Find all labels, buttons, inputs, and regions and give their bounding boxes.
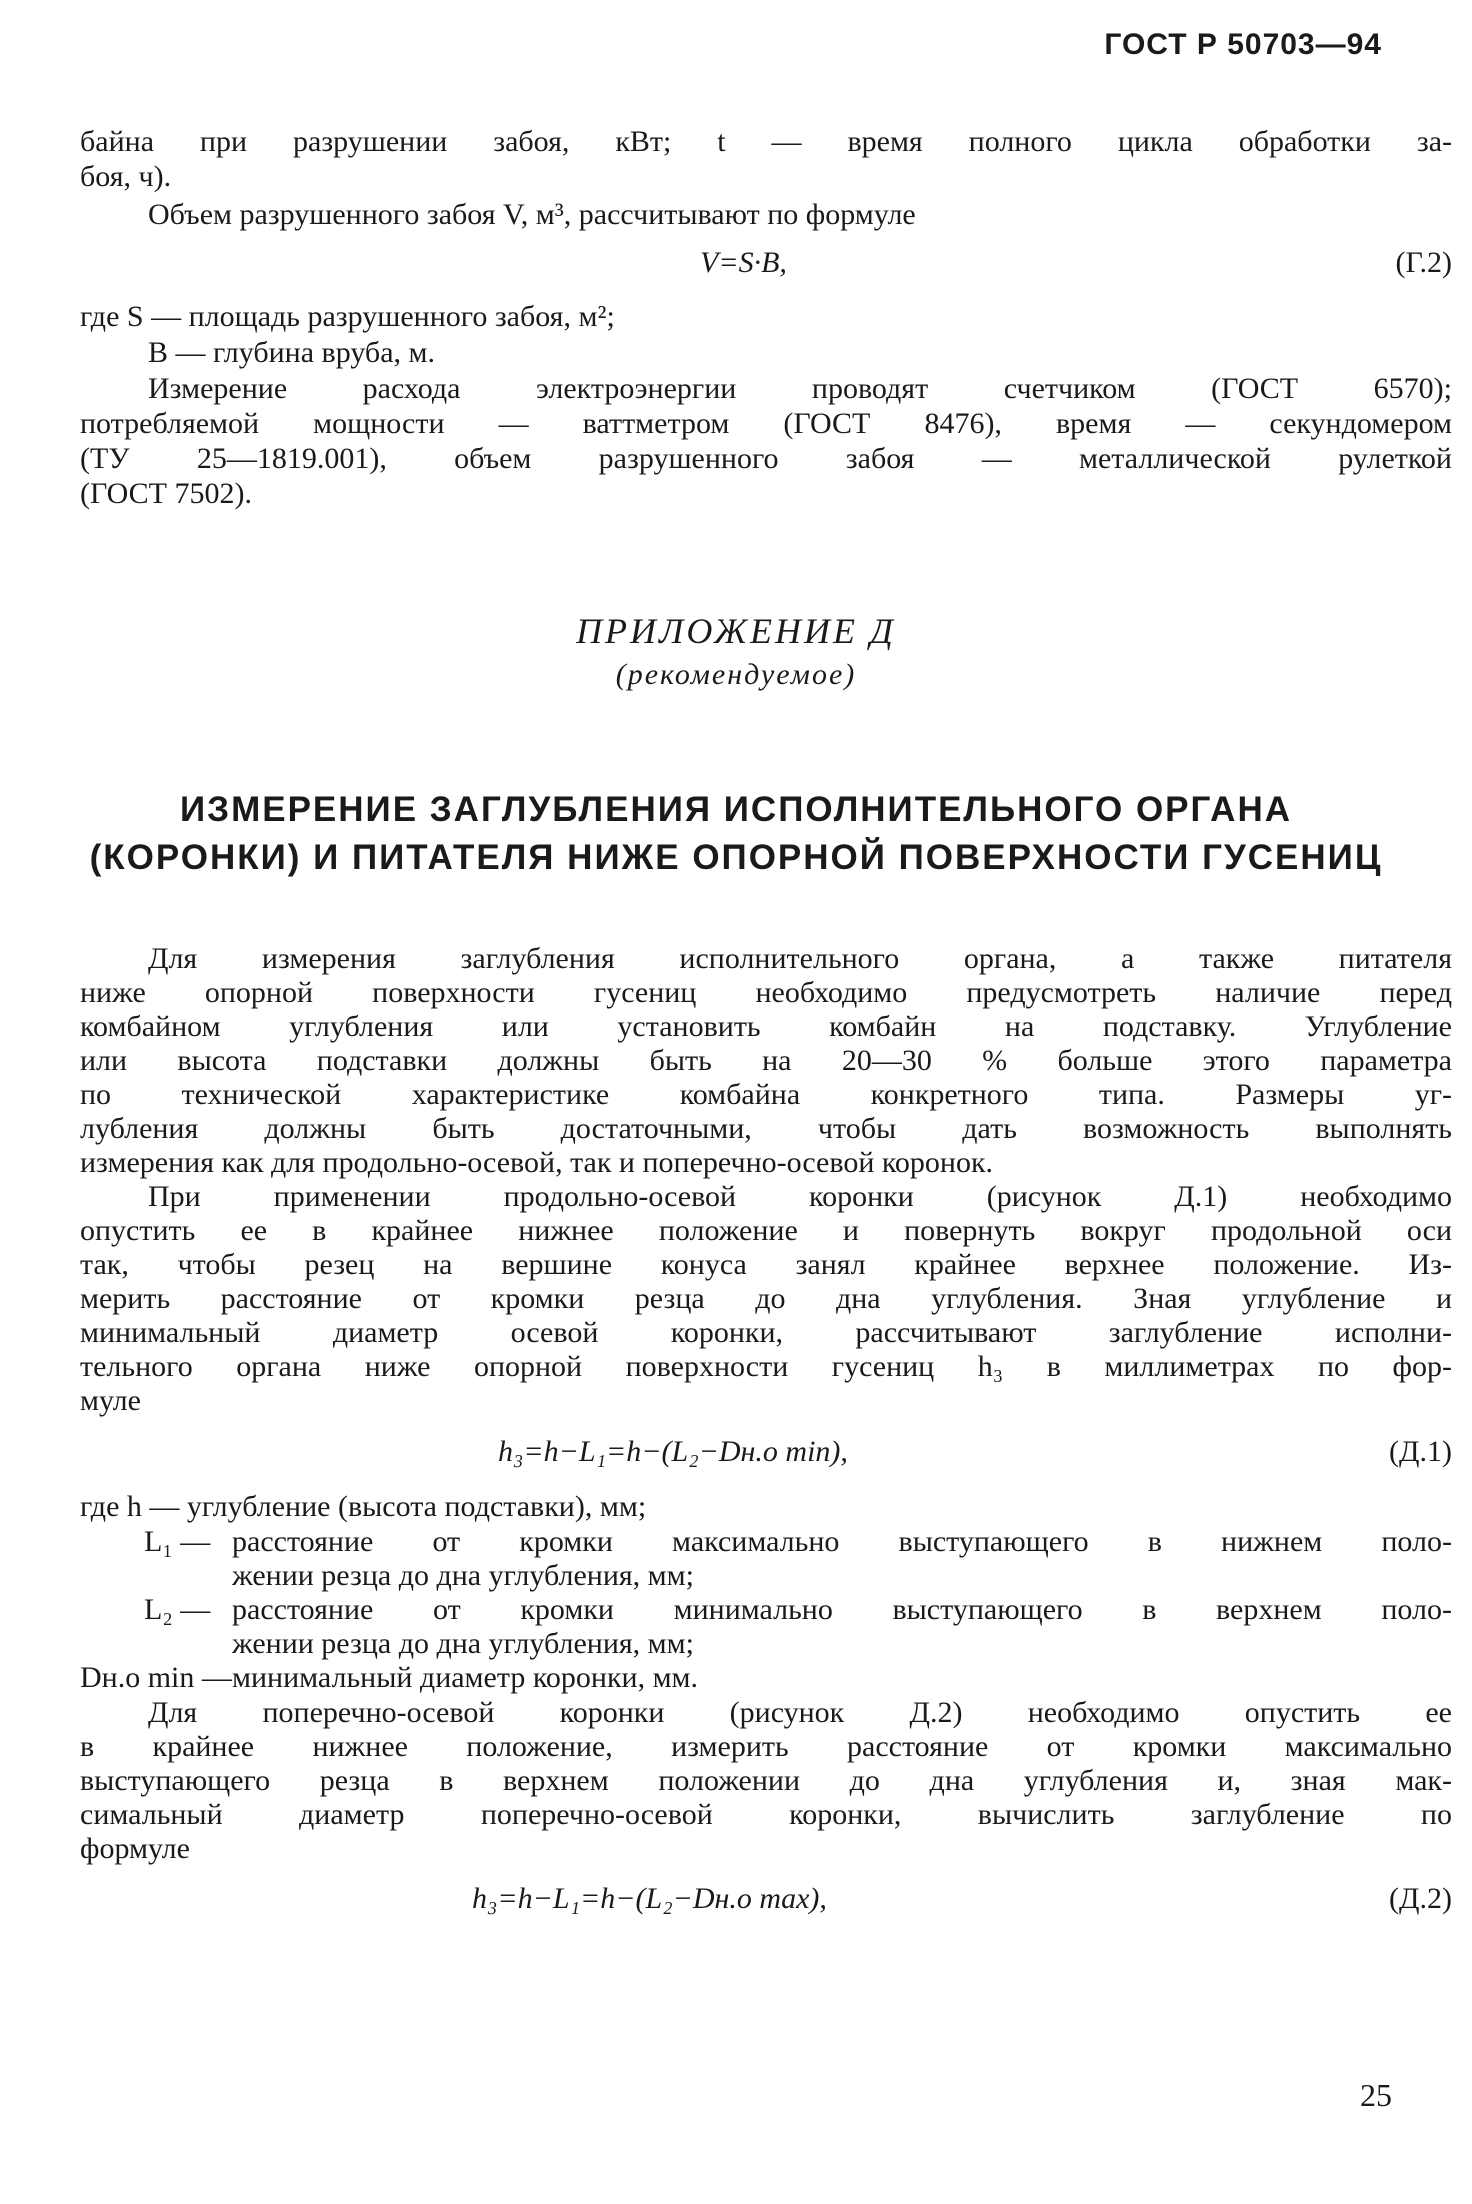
where-definition: расстояние от кромки минимально выступающего в верхнем поло- [232,1593,1452,1626]
where-definition: жении резца до дна углубления, мм; [232,1559,694,1592]
text-line: байна при разрушении забоя, кВт; t — время полного цикла обработки за- [80,125,1452,158]
text-line: где S — площадь разрушенного забоя, м²; [80,300,615,333]
text-line: лубления должны быть достаточными, чтобы дать возможность выполнять [80,1112,1452,1145]
text-line: Для измерения заглубления исполнительного органа, а также питателя [148,942,1452,975]
document-header: ГОСТ Р 50703—94 [1104,28,1382,61]
text-line: потребляемой мощности — ваттметром (ГОСТ 8476), время — секундомером [80,407,1452,440]
formula-d1 [80,1435,1452,1475]
formula-number: (Д.2) [1389,1882,1452,1915]
section-heading: (КОРОНКИ) И ПИТАТЕЛЯ НИЖЕ ОПОРНОЙ ПОВЕРХНОСТИ ГУСЕНИЦ [89,838,1383,877]
text-line: опустить ее в крайнее нижнее положение и повернуть вокруг продольной оси [80,1214,1452,1247]
text-line: B — глубина вруба, м. [148,336,435,369]
formula-expression: h₃=h−L₁=h−(L₂−Dн.о min), [498,1435,848,1468]
text-line: формуле [80,1832,190,1865]
where-definition: расстояние от кромки максимально выступающего в нижнем поло- [232,1525,1452,1558]
appendix-title: ПРИЛОЖЕНИЕ Д [576,611,896,651]
section-heading: ИЗМЕРЕНИЕ ЗАГЛУБЛЕНИЯ ИСПОЛНИТЕЛЬНОГО ОРГАНА [179,790,1292,829]
where-term: Dн.о min — [80,1661,232,1694]
text-line: в крайнее нижнее положение, измерить расстояние от кромки максимально [80,1730,1452,1763]
formula-expression: V=S·B, [700,246,787,279]
page-number: 25 [1360,2077,1392,2113]
text-line: муле [80,1384,141,1417]
text-line: боя, ч). [80,160,172,193]
text-line: При применении продольно-осевой коронки (рисунок Д.1) необходимо [148,1180,1452,1213]
text-line: Объем разрушенного забоя V, м³, рассчитывают по формуле [148,198,916,231]
where-term: L₂ — [144,1593,211,1626]
text-line: симальный диаметр поперечно-осевой коронки, вычислить заглубление по [80,1798,1452,1831]
formula-d2 [80,1882,1452,1922]
text-line: мерить расстояние от кромки резца до дна углубления. Зная углубление и [80,1282,1452,1315]
formula-number: (Д.1) [1389,1435,1452,1468]
text-line: где h — углубление (высота подставки), мм; [80,1490,647,1523]
where-definition: минимальный диаметр коронки, мм. [232,1661,699,1694]
text-line: минимальный диаметр осевой коронки, рассчитывают заглубление исполни- [80,1316,1452,1349]
text-line: ниже опорной поверхности гусениц необходимо предусмотреть наличие перед [80,976,1452,1009]
text-line: или высота подставки должны быть на 20—30 % больше этого параметра [80,1044,1452,1077]
text-line: (ТУ 25—1819.001), объем разрушенного забоя — металлической рулеткой [80,442,1452,475]
text-line: так, чтобы резец на вершине конуса занял крайнее верхнее положение. Из- [80,1248,1452,1281]
where-term: L₁ — [144,1525,211,1558]
text-line: тельного органа ниже опорной поверхности гусениц h₃ в миллиметрах по фор- [80,1350,1452,1383]
text-line: выступающего резца в верхнем положении до дна углубления и, зная мак- [80,1764,1452,1797]
text-line: Для поперечно-осевой коронки (рисунок Д.2) необходимо опустить ее [148,1696,1452,1729]
where-definition: жении резца до дна углубления, мм; [232,1627,694,1660]
formula-g2 [80,246,1452,286]
text-line: Измерение расхода электроэнергии проводят счетчиком (ГОСТ 6570); [148,372,1452,405]
appendix-subtitle: (рекомендуемое) [615,658,857,691]
formula-number: (Г.2) [1395,246,1452,279]
formula-expression: h₃=h−L₁=h−(L₂−Dн.о max), [472,1882,827,1915]
text-line: измерения как для продольно-осевой, так и поперечно-осевой коронок. [80,1146,994,1179]
text-line: (ГОСТ 7502). [80,477,252,510]
text-line: по технической характеристике комбайна конкретного типа. Размеры уг- [80,1078,1452,1111]
text-line: комбайном углубления или установить комбайн на подставку. Углубление [80,1010,1452,1043]
